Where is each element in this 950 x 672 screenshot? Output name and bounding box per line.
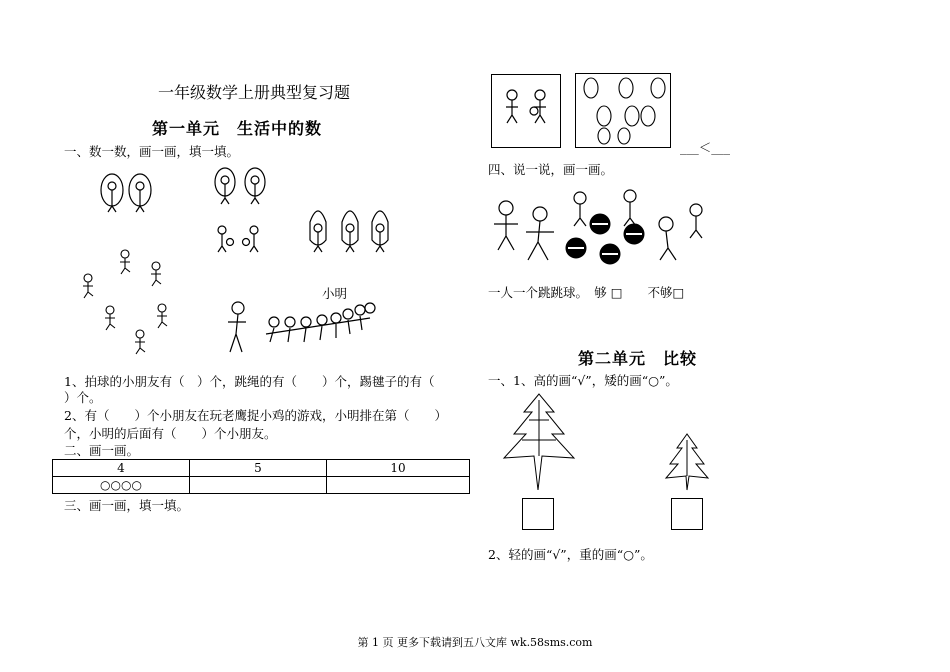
q4-label: 四、说一说，画一画。 [488,162,614,177]
q1-line1b: ）个。 [64,390,102,405]
q1-line1: 1、拍球的小朋友有（ ）个，跳绳的有（ ）个，踢毽子的有（ [64,374,435,389]
unit1-heading: 第一单元 生活中的数 [152,119,323,138]
ball-kids-icon [492,75,560,147]
counting-illustration [70,162,400,362]
q2-label: 二、画一画。 [64,443,140,458]
table-cell [327,477,470,494]
jump-rope-kids-icon [576,74,670,147]
q4-text: 一人一个跳跳球。 够 □ 不够□ [488,285,685,300]
ball-kids-icon [218,226,258,252]
ming-label: 小明 [322,286,348,301]
table-header: 10 [327,460,470,477]
q1-line3: 个，小明的后面有（ ）个小朋友。 [64,426,277,441]
q1-label: 一、数一数，画一画，填一填。 [64,144,240,159]
unit2-heading: 第二单元 比较 [578,349,698,368]
jump-rope-trio-icon [310,211,388,252]
q1-line2: 2、有（ ）个小朋友在玩老鹰捉小鸡的游戏，小明排在第（ ） [64,408,447,423]
short-tree-icon [662,432,712,492]
compare-blank: ___＜___ [680,140,731,155]
jump-rope-kids-icon [101,174,151,212]
shuttlecock-kids-icon [83,250,167,354]
table-header: 5 [190,460,327,477]
kids-and-balls-illustration [488,186,718,272]
jump-rope-kids-icon [215,168,265,204]
answer-box-tall-tree[interactable] [522,498,554,530]
u2-q2: 2、轻的画“√”，重的画“○”。 [488,547,653,562]
q3-label: 三、画一画，填一填。 [64,498,190,513]
table-cell: ○○○○ [53,477,190,494]
picture-box-left [491,74,561,148]
answer-box-short-tree[interactable] [671,498,703,530]
table-header: 4 [53,460,190,477]
page-title: 一年级数学上册典型复习题 [158,83,351,102]
eagle-chicks-game-icon [228,302,375,352]
draw-table [52,459,470,494]
tall-tree-icon [494,390,584,494]
picture-box-right [575,73,671,148]
u2-q1: 一、1、高的画“√”，矮的画“○”。 [488,373,678,388]
page-footer: 第 1 页 更多下载请到五八文库 wk.58sms.com [357,636,593,649]
table-cell [190,477,327,494]
